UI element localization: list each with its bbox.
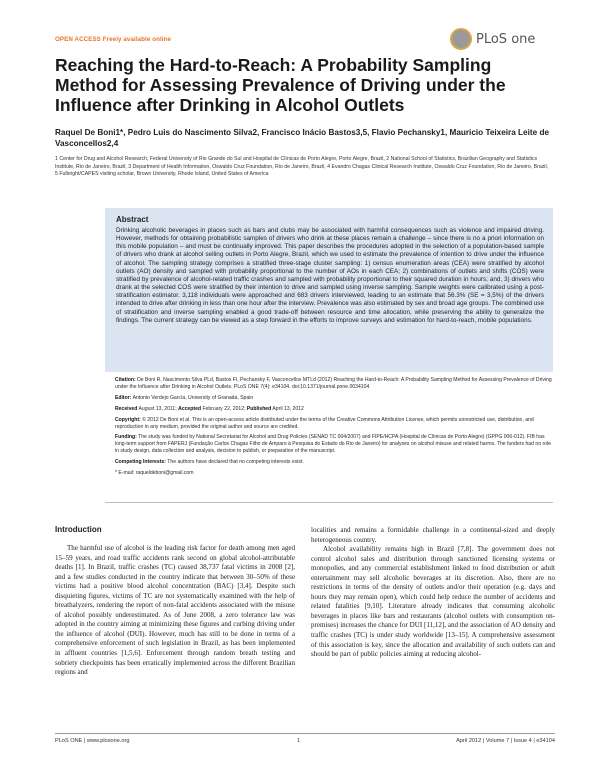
section-heading-introduction: Introduction (55, 525, 102, 534)
copyright: Copyright: © 2012 De Boni et al. This is an open-access article distributed under the terms of the Creative Commons Attribution License, which permits unrestricted use, distribution, and reproduction in any medium, provided the original author and source are credited. (115, 416, 534, 430)
footer-journal: PLoS ONE | www.plosone.org (55, 738, 130, 744)
corresponding-email: * E-mail: raqueldeboni@gmail.com (115, 470, 194, 477)
journal-logo-text: PLoS one (476, 32, 536, 47)
journal-logo (450, 26, 542, 52)
article-title: Reaching the Hard-to-Reach: A Probability Sampling Method for Assessing Prevalence of Driving under the Influence after Drinking in Alcohol Outlets (55, 55, 506, 115)
competing-interests: Competing Interests: The authors have declared that no competing interests exist. (115, 459, 304, 466)
footer-divider (55, 733, 555, 734)
open-access-text: OPEN ACCESS Freely available online (55, 36, 172, 43)
footer-issue: April 2012 | Volume 7 | Issue 4 | e34104 (456, 738, 555, 744)
dates: Received August 13, 2011; Accepted February 22, 2012; Published April 13, 2012 (115, 405, 304, 412)
footer-page-number: 1 (297, 738, 301, 744)
plos-logo-icon (450, 28, 472, 50)
author-list: Raquel De Boni1*, Pedro Luis do Nascimento Silva2, Francisco Inácio Bastos3,5, Flavio Pechansky1, Mauricio Teixeira Leite de Vasconcellos2,4 (55, 128, 549, 148)
intro-paragraph-2: Alcohol availability remains high in Brazil [7,8]. The government does not control alcohol sales and distribution through sanctioned licensing systems or monopolies, and any commercial establishment linked to food distribution or adult entertainment may sell alcoholic beverages at its discretion. Also, there are no restrictions in terms of the density of outlets and/or their operation (e.g. days and hours they may remain open), which could help reduce the number of accidents and related fatalities [9,10]. Literature already indicates that consuming alcoholic beverages in places like bars and restaurants (alcohol outlets with consumption on-premises) increases the chance for DUI [11,12], and the association of AO density and traffic crashes (TC) is under study worldwide [13–15]. A comprehensive assessment of this association is key, since the allocation and availability of such outlets can and should be part of public policies aiming at reducing alcohol- (311, 545, 555, 659)
intro-paragraph-1: The harmful use of alcohol is the leading risk factor for death among men aged 15–59 years, and road traffic accidents rank second on global alcohol-attributable deaths [1]. In Brazil, traffic crashes (TC) caused 38,737 fatal victims in 2008 [2], and a few studies conducted in the country indicate that between 30–50% of these victims had a positive blood alcohol concentration (BAC) [3,4]. Despite such disquieting figures, victims of TC are not systematically examined with the help of breathalyzers, rendering the report of non-fatal accidents associated with the misuse of alcohol possibly underestimated. As of June 2008, a zero tolerance law was adopted in the country aiming at minimizing these figures and curbing driving under the influence of alcohol (DUI). However, much has still to be done in terms of a comprehensive enforcement of such legislation in Brazil, as has been implemented in affluent countries [1,5,6]. Enforcement through random breath testing and sobriety checkpoints has been erratically implemented across the different Brazilian regions and (55, 544, 295, 677)
citation: Citation: De Boni R, Nascimento Silva PLd, Bastos FI, Pechansky F, Vasconcellos MTLd (2012) Reaching the Hard-to-Reach: A Probability Sampling Method for Assessing Prevalence of Driving under the Influence after Drinking in Alcohol Outlets. PLoS ONE 7(4): e34104. doi:10.1371/journal.pone.0034104 (115, 377, 552, 390)
funding: Funding: The study was funded by National Secretariat for Alcohol and Drug Policies (SENAD TC 004/2007) and FIPE/HCPA (Hospital de Clínicas de Porto Alegre) (GPPG 006-012). FIB has long-term support from FAPERJ (Fundação Carlos Chagas Filho de Amparo à Pesquisa do Estado do Rio de Janeiro) for analyses on alcohol misuse and related harms. The funders had no role in study design, data collection and analysis, decision to publish, or preparation of the manuscript. (115, 434, 551, 455)
intro-paragraph-continued: localities and remains a formidable challenge in a continental-sized and deeply heterogeneous country. (311, 526, 555, 544)
abstract-box (105, 208, 553, 372)
abstract-text: Drinking alcoholic beverages in places such as bars and clubs may be associated with harmful consequences such as violence and impaired driving. However, methods for obtaining probabilistic samples of drivers who drink at these places remain a challenge – since there is no a priori information on this mobile population – and must be continually improved. This paper describes the procedures adopted in the selection of a population-based sample of drivers who drank at alcohol selling outlets in Porto Alegre, Brazil, which we used to estimate the prevalence of intention to drive under the influence of alcohol. The sampling strategy comprises a stratified three-stage cluster sampling: 1) census enumeration areas (CEA) were stratified by alcohol outlets (AO) density and sampled with probability proportional to the number of AOs in each CEA; 2) combinations of outlets and shifts (COS) were stratified by prevalence of alcohol-related traffic crashes and sampled with probability proportional to their squared duration in hours; and, 3) drivers who drank at the selected COS were stratified by their intention to drive and sampled using inverse sampling. Sample weights were calibrated using a post-stratification estimator. 3,118 individuals were approached and 683 drivers interviewed, leading to an estimate that 56.3% (SE = 3,5%) of the drivers intended to drive after drinking in less than one hour after the interview. Prevalence was also estimated by sex and broad age groups. The combined use of stratification and inverse sampling enabled a good trade-off between resource and time allocation, while preserving the ability to generalize the findings. The current strategy can be viewed as a step forward in the efforts to improve surveys and estimation for hard-to-reach, mobile populations. (116, 227, 544, 324)
intro-left-column (55, 544, 295, 678)
editor: Editor: Antonio Verdejo García, University of Granada, Spain (115, 394, 254, 401)
intro-right-column (311, 526, 555, 660)
abstract-heading: Abstract (116, 215, 149, 224)
metadata-divider (105, 502, 553, 503)
affiliations: 1 Center for Drug and Alcohol Research, Federal University of Rio Grande do Sul and Hospital de Clínicas de Porto Alegre, Porto Alegre, Brazil, 2 National School of Statistics, Brazilian Geography and Statistics Institute, Rio de Janeiro, Brazil, 3 Department of Health Information, Oswaldo Cruz Foundation, Rio de Janeiro, Brazil, 4 Evandro Chagas Clinical Research Institute, Oswaldo Cruz Foundation, Rio de Janeiro, Brazil, 5 Fulbright/CAPES visiting scholar, Brown University, Rhode Island, United States of America (55, 156, 549, 178)
open-access-banner (55, 36, 171, 43)
article-metadata (115, 377, 555, 481)
